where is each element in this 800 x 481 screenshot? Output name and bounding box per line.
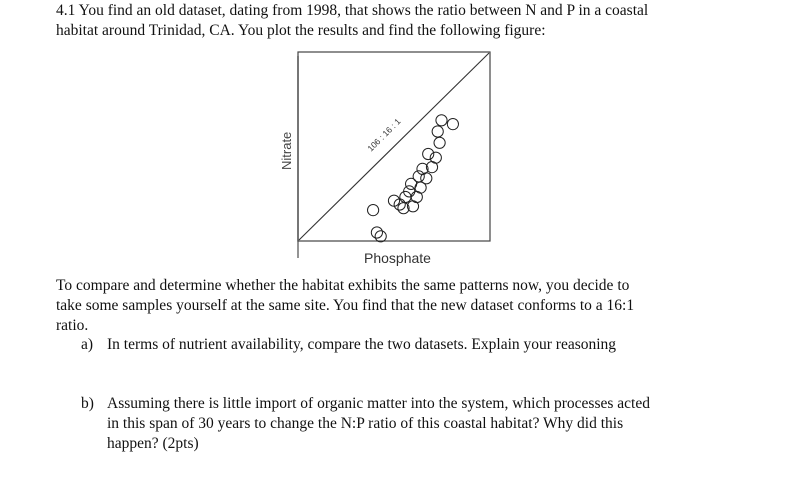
question-line-1: 4.1 You find an old dataset, dating from 1998, that shows the ratio between N and P in a coastal [56,2,649,19]
redfield-line [299,53,489,240]
part-b-line-1: Assuming there is little import of organic matter into the system, which processes acted [107,395,650,412]
data-point-21 [436,115,447,126]
part-b-marker: b) [81,395,94,412]
para-line-2: take some samples yourself at the same site. You find that the new dataset conforms to a 16:1 [56,297,635,314]
data-point-20 [432,126,443,137]
scatter-chart [270,48,500,266]
part-b-line-3: happen? (2pts) [107,435,199,452]
question-line-2: habitat around Trinidad, CA. You plot the results and find the following figure: [56,22,546,39]
part-a-marker: a) [81,336,94,353]
data-point-22 [447,119,458,130]
para-line-3: ratio. [56,317,89,334]
scatter-figure [270,48,500,266]
part-a-text: In terms of nutrient availability, compare the two datasets. Explain your reasoning [107,336,617,353]
x-axis-label: Phosphate [364,250,431,266]
redfield-label: 106 : 16 : 1 [365,116,403,154]
para-line-1: To compare and determine whether the habitat exhibits the same patterns now, you decide to [56,277,630,294]
data-point-19 [434,137,445,148]
y-axis-label: Nitrate [279,131,294,170]
part-b-line-2: in this span of 30 years to change the N:P ratio of this coastal habitat? Why did this [107,415,624,432]
data-point-3 [368,205,379,216]
